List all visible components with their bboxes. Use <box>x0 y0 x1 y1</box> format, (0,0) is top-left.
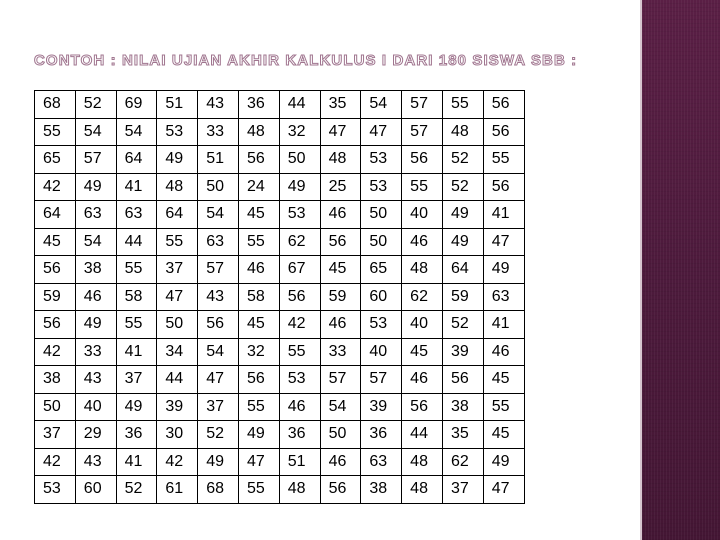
table-cell: 36 <box>116 421 157 449</box>
table-cell: 47 <box>361 118 402 146</box>
table-cell: 42 <box>35 448 76 476</box>
table-cell: 57 <box>75 146 116 174</box>
table-cell: 54 <box>320 393 361 421</box>
table-cell: 45 <box>483 366 524 394</box>
table-cell: 48 <box>238 118 279 146</box>
table-row <box>35 228 525 256</box>
table-cell: 48 <box>320 146 361 174</box>
table-cell: 29 <box>75 421 116 449</box>
table-cell: 49 <box>238 421 279 449</box>
table-cell: 49 <box>116 393 157 421</box>
table-cell: 64 <box>35 201 76 229</box>
table-cell: 52 <box>116 476 157 504</box>
table-cell: 53 <box>35 476 76 504</box>
table-cell: 47 <box>483 228 524 256</box>
table-cell: 44 <box>157 366 198 394</box>
table-cell: 30 <box>157 421 198 449</box>
slide-title: CONTOH : NILAI UJIAN AKHIR KALKULUS I DARI 180 SISWA SBB : <box>34 52 578 69</box>
table-cell: 32 <box>238 338 279 366</box>
table-cell: 48 <box>442 118 483 146</box>
scores-table <box>34 90 525 504</box>
table-row <box>35 118 525 146</box>
table-cell: 44 <box>402 421 443 449</box>
table-cell: 46 <box>320 201 361 229</box>
table-cell: 50 <box>361 228 402 256</box>
table-cell: 49 <box>198 448 239 476</box>
table-cell: 48 <box>402 476 443 504</box>
table-cell: 56 <box>320 476 361 504</box>
table-cell: 60 <box>75 476 116 504</box>
table-row <box>35 421 525 449</box>
table-cell: 62 <box>442 448 483 476</box>
table-cell: 56 <box>279 283 320 311</box>
table-cell: 45 <box>320 256 361 284</box>
table-cell: 59 <box>320 283 361 311</box>
table-cell: 42 <box>35 173 76 201</box>
table-cell: 58 <box>238 283 279 311</box>
table-cell: 40 <box>75 393 116 421</box>
table-row <box>35 366 525 394</box>
table-cell: 55 <box>116 256 157 284</box>
table-cell: 55 <box>116 311 157 339</box>
table-cell: 56 <box>483 91 524 119</box>
table-cell: 49 <box>75 173 116 201</box>
table-cell: 40 <box>402 201 443 229</box>
table-cell: 51 <box>198 146 239 174</box>
table-cell: 54 <box>75 228 116 256</box>
table-cell: 56 <box>35 311 76 339</box>
table-cell: 50 <box>157 311 198 339</box>
table-cell: 58 <box>116 283 157 311</box>
table-cell: 44 <box>279 91 320 119</box>
table-cell: 47 <box>483 476 524 504</box>
table-cell: 64 <box>442 256 483 284</box>
table-cell: 43 <box>75 366 116 394</box>
table-cell: 46 <box>320 448 361 476</box>
table-cell: 57 <box>402 118 443 146</box>
table-cell: 52 <box>442 173 483 201</box>
table-cell: 64 <box>157 201 198 229</box>
table-cell: 50 <box>35 393 76 421</box>
table-cell: 48 <box>157 173 198 201</box>
table-cell: 49 <box>483 256 524 284</box>
table-cell: 40 <box>402 311 443 339</box>
table-cell: 63 <box>483 283 524 311</box>
table-cell: 37 <box>157 256 198 284</box>
table-cell: 47 <box>157 283 198 311</box>
table-cell: 43 <box>198 91 239 119</box>
table-cell: 48 <box>402 256 443 284</box>
table-cell: 53 <box>279 366 320 394</box>
table-cell: 53 <box>157 118 198 146</box>
table-row <box>35 91 525 119</box>
table-cell: 45 <box>238 201 279 229</box>
table-cell: 47 <box>238 448 279 476</box>
table-cell: 60 <box>361 283 402 311</box>
table-cell: 55 <box>238 393 279 421</box>
table-cell: 51 <box>279 448 320 476</box>
table-cell: 56 <box>402 393 443 421</box>
table-cell: 55 <box>483 146 524 174</box>
table-cell: 49 <box>442 228 483 256</box>
table-cell: 56 <box>238 146 279 174</box>
table-cell: 24 <box>238 173 279 201</box>
table-cell: 38 <box>442 393 483 421</box>
table-cell: 56 <box>238 366 279 394</box>
table-cell: 47 <box>320 118 361 146</box>
table-cell: 69 <box>116 91 157 119</box>
table-cell: 37 <box>116 366 157 394</box>
table-cell: 55 <box>238 228 279 256</box>
table-row <box>35 338 525 366</box>
table-cell: 55 <box>483 393 524 421</box>
table-cell: 52 <box>198 421 239 449</box>
table-cell: 64 <box>116 146 157 174</box>
table-row <box>35 256 525 284</box>
table-cell: 53 <box>279 201 320 229</box>
table-cell: 53 <box>361 311 402 339</box>
table-cell: 40 <box>361 338 402 366</box>
table-cell: 35 <box>320 91 361 119</box>
table-cell: 36 <box>279 421 320 449</box>
table-cell: 50 <box>198 173 239 201</box>
table-cell: 38 <box>75 256 116 284</box>
table-cell: 43 <box>75 448 116 476</box>
table-cell: 37 <box>35 421 76 449</box>
table-cell: 54 <box>198 338 239 366</box>
table-cell: 39 <box>361 393 402 421</box>
table-cell: 36 <box>361 421 402 449</box>
table-cell: 54 <box>75 118 116 146</box>
table-cell: 56 <box>198 311 239 339</box>
table-cell: 41 <box>116 448 157 476</box>
table-cell: 50 <box>279 146 320 174</box>
table-cell: 56 <box>483 173 524 201</box>
table-cell: 63 <box>75 201 116 229</box>
table-cell: 65 <box>35 146 76 174</box>
table-cell: 37 <box>442 476 483 504</box>
table-row <box>35 476 525 504</box>
table-cell: 33 <box>75 338 116 366</box>
table-cell: 49 <box>75 311 116 339</box>
table-cell: 61 <box>157 476 198 504</box>
table-row <box>35 173 525 201</box>
decorative-sidebar <box>642 0 720 540</box>
table-cell: 54 <box>116 118 157 146</box>
table-cell: 55 <box>238 476 279 504</box>
scores-table-container <box>34 90 525 504</box>
table-cell: 39 <box>442 338 483 366</box>
table-cell: 56 <box>442 366 483 394</box>
table-cell: 36 <box>238 91 279 119</box>
scores-table-body <box>35 91 525 504</box>
table-cell: 46 <box>402 228 443 256</box>
table-cell: 41 <box>116 338 157 366</box>
table-cell: 50 <box>361 201 402 229</box>
table-cell: 41 <box>116 173 157 201</box>
table-cell: 39 <box>157 393 198 421</box>
table-cell: 32 <box>279 118 320 146</box>
table-cell: 43 <box>198 283 239 311</box>
table-cell: 59 <box>35 283 76 311</box>
table-cell: 68 <box>198 476 239 504</box>
table-cell: 46 <box>279 393 320 421</box>
table-cell: 34 <box>157 338 198 366</box>
table-cell: 37 <box>198 393 239 421</box>
table-cell: 62 <box>279 228 320 256</box>
table-cell: 45 <box>238 311 279 339</box>
table-cell: 55 <box>279 338 320 366</box>
table-cell: 51 <box>157 91 198 119</box>
table-row <box>35 311 525 339</box>
table-cell: 57 <box>361 366 402 394</box>
table-cell: 55 <box>442 91 483 119</box>
sidebar-divider <box>640 0 642 540</box>
table-cell: 25 <box>320 173 361 201</box>
table-cell: 48 <box>279 476 320 504</box>
table-cell: 57 <box>198 256 239 284</box>
table-cell: 56 <box>483 118 524 146</box>
table-cell: 53 <box>361 146 402 174</box>
table-cell: 53 <box>361 173 402 201</box>
table-cell: 44 <box>116 228 157 256</box>
table-cell: 63 <box>361 448 402 476</box>
table-cell: 42 <box>35 338 76 366</box>
table-cell: 42 <box>157 448 198 476</box>
table-row <box>35 283 525 311</box>
table-cell: 62 <box>402 283 443 311</box>
table-cell: 45 <box>402 338 443 366</box>
table-cell: 52 <box>75 91 116 119</box>
table-cell: 35 <box>442 421 483 449</box>
table-cell: 68 <box>35 91 76 119</box>
table-cell: 56 <box>402 146 443 174</box>
table-cell: 38 <box>361 476 402 504</box>
table-cell: 56 <box>35 256 76 284</box>
table-cell: 54 <box>361 91 402 119</box>
table-cell: 54 <box>198 201 239 229</box>
table-cell: 49 <box>279 173 320 201</box>
table-cell: 55 <box>35 118 76 146</box>
table-cell: 33 <box>320 338 361 366</box>
table-cell: 41 <box>483 201 524 229</box>
table-cell: 59 <box>442 283 483 311</box>
table-cell: 46 <box>75 283 116 311</box>
table-row <box>35 448 525 476</box>
table-cell: 42 <box>279 311 320 339</box>
table-cell: 46 <box>238 256 279 284</box>
table-cell: 65 <box>361 256 402 284</box>
table-cell: 49 <box>483 448 524 476</box>
table-row <box>35 146 525 174</box>
table-cell: 67 <box>279 256 320 284</box>
table-cell: 57 <box>402 91 443 119</box>
table-cell: 46 <box>402 366 443 394</box>
table-cell: 49 <box>157 146 198 174</box>
table-cell: 46 <box>320 311 361 339</box>
table-cell: 52 <box>442 146 483 174</box>
table-cell: 55 <box>402 173 443 201</box>
table-cell: 41 <box>483 311 524 339</box>
table-row <box>35 201 525 229</box>
table-cell: 63 <box>198 228 239 256</box>
table-cell: 50 <box>320 421 361 449</box>
table-cell: 38 <box>35 366 76 394</box>
table-cell: 45 <box>35 228 76 256</box>
table-cell: 52 <box>442 311 483 339</box>
table-cell: 63 <box>116 201 157 229</box>
table-cell: 47 <box>198 366 239 394</box>
table-cell: 55 <box>157 228 198 256</box>
table-row <box>35 393 525 421</box>
table-cell: 45 <box>483 421 524 449</box>
table-cell: 48 <box>402 448 443 476</box>
table-cell: 56 <box>320 228 361 256</box>
table-cell: 57 <box>320 366 361 394</box>
table-cell: 49 <box>442 201 483 229</box>
table-cell: 46 <box>483 338 524 366</box>
table-cell: 33 <box>198 118 239 146</box>
